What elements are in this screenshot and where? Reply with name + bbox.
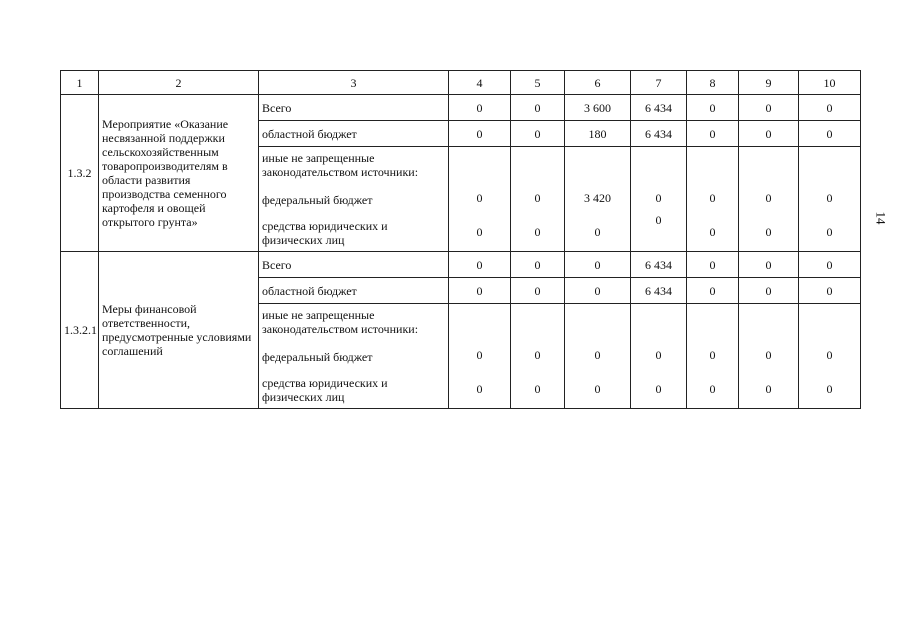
federal-value: 3 420 — [584, 191, 611, 205]
header-cell: 1 — [61, 71, 99, 95]
table-row — [61, 95, 861, 121]
federal-value: 0 — [476, 191, 483, 205]
legal-value: 0 — [594, 225, 601, 239]
value-cell: 0 — [511, 278, 565, 304]
value-cell: 0 — [687, 95, 739, 121]
federal-value: 0 — [826, 348, 833, 362]
value-cell: 0 — [687, 278, 739, 304]
value-cell: 0 — [739, 121, 799, 147]
item-description: Мероприятие «Оказание несвязанной поддержки сельскохозяйственным товаропроизводителям в области развития производства семенного картофеля и овощей открытого грунта» — [99, 95, 259, 252]
value-cell — [687, 147, 739, 252]
header-cell: 2 — [99, 71, 259, 95]
header-cell: 5 — [511, 71, 565, 95]
header-cell: 6 — [565, 71, 631, 95]
source-label: областной бюджет — [259, 121, 449, 147]
other-sources-label: иные не запрещенные законодательством источники: — [262, 308, 419, 336]
federal-value: 0 — [765, 191, 772, 205]
value-cell — [449, 147, 511, 252]
value-cell — [511, 304, 565, 409]
value-cell: 0 — [511, 95, 565, 121]
federal-value: 0 — [534, 348, 541, 362]
value-cell — [631, 304, 687, 409]
source-label: Всего — [259, 95, 449, 121]
federal-value: 0 — [709, 348, 716, 362]
budget-table — [60, 70, 861, 409]
federal-value: 0 — [655, 191, 662, 205]
legal-label: средства юридических и физических лиц — [262, 219, 388, 247]
federal-label: федеральный бюджет — [262, 193, 373, 207]
federal-value: 0 — [655, 348, 662, 362]
federal-value: 0 — [709, 191, 716, 205]
value-cell: 0 — [799, 278, 861, 304]
source-label: Всего — [259, 252, 449, 278]
header-cell: 10 — [799, 71, 861, 95]
value-cell: 0 — [449, 252, 511, 278]
federal-value: 0 — [765, 348, 772, 362]
value-cell: 0 — [511, 121, 565, 147]
value-cell: 6 434 — [631, 252, 687, 278]
value-cell: 0 — [799, 121, 861, 147]
header-cell: 4 — [449, 71, 511, 95]
legal-value: 0 — [534, 382, 541, 396]
value-cell: 180 — [565, 121, 631, 147]
federal-value: 0 — [476, 348, 483, 362]
value-cell: 0 — [687, 252, 739, 278]
value-cell: 0 — [449, 278, 511, 304]
legal-value: 0 — [476, 382, 483, 396]
value-cell — [739, 304, 799, 409]
value-cell — [799, 147, 861, 252]
value-cell: 6 434 — [631, 121, 687, 147]
source-breakdown — [259, 147, 449, 252]
federal-label: федеральный бюджет — [262, 350, 373, 364]
value-cell — [565, 304, 631, 409]
legal-value: 0 — [709, 382, 716, 396]
value-cell: 3 600 — [565, 95, 631, 121]
federal-value: 0 — [826, 191, 833, 205]
header-cell: 3 — [259, 71, 449, 95]
header-cell: 7 — [631, 71, 687, 95]
item-code: 1.3.2 — [61, 95, 99, 252]
value-cell — [511, 147, 565, 252]
legal-value: 0 — [765, 382, 772, 396]
value-cell: 0 — [799, 252, 861, 278]
legal-value: 0 — [765, 225, 772, 239]
value-cell: 0 — [449, 121, 511, 147]
item-code: 1.3.2.1 — [61, 252, 99, 409]
federal-value: 0 — [594, 348, 601, 362]
value-cell: 0 — [687, 121, 739, 147]
value-cell: 0 — [511, 252, 565, 278]
source-breakdown — [259, 304, 449, 409]
value-cell — [739, 147, 799, 252]
other-sources-label: иные не запрещенные законодательством источники: — [262, 151, 419, 179]
page-number: 14 — [873, 211, 889, 225]
federal-value: 0 — [534, 191, 541, 205]
value-cell — [799, 304, 861, 409]
value-cell: 6 434 — [631, 278, 687, 304]
value-cell: 0 — [799, 95, 861, 121]
value-cell: 0 — [565, 252, 631, 278]
header-cell: 8 — [687, 71, 739, 95]
value-cell: 0 — [449, 95, 511, 121]
legal-value: 0 — [594, 382, 601, 396]
item-description: Меры финансовой ответственности, предусмотренные условиями соглашений — [99, 252, 259, 409]
value-cell: 0 — [739, 278, 799, 304]
source-label: областной бюджет — [259, 278, 449, 304]
legal-value: 0 — [655, 382, 662, 396]
value-cell: 0 — [739, 252, 799, 278]
legal-value: 0 — [534, 225, 541, 239]
table-row — [61, 252, 861, 278]
value-cell — [631, 147, 687, 252]
legal-value: 0 — [826, 225, 833, 239]
header-cell: 9 — [739, 71, 799, 95]
value-cell — [687, 304, 739, 409]
legal-value: 0 — [709, 225, 716, 239]
value-cell — [565, 147, 631, 252]
legal-value: 0 — [476, 225, 483, 239]
value-cell: 0 — [739, 95, 799, 121]
legal-value: 0 — [655, 213, 662, 227]
value-cell: 0 — [565, 278, 631, 304]
legal-value: 0 — [826, 382, 833, 396]
legal-label: средства юридических и физических лиц — [262, 376, 388, 404]
value-cell — [449, 304, 511, 409]
value-cell: 6 434 — [631, 95, 687, 121]
header-row — [61, 71, 861, 95]
